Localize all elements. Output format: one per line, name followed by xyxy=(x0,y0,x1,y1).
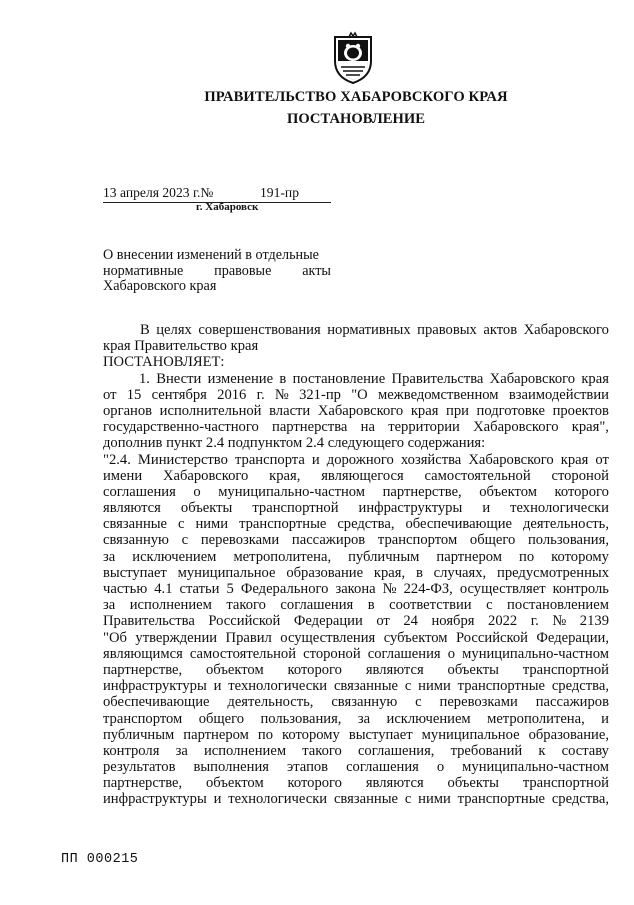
decree-body xyxy=(103,322,609,808)
body-line: связанные с ними транспортные средства, обеспечивающие деятельность, xyxy=(103,516,609,533)
body-line: ПОСТАНОВЛЯЕТ: xyxy=(103,354,225,371)
number-sign: № xyxy=(200,185,214,200)
body-line: партнерстве, объектом которого являются объекты транспортной xyxy=(103,775,609,792)
khabarovsk-coat-of-arms-icon xyxy=(331,31,375,85)
body-line: являющимся самостоятельной стороной соглашения о муниципально-частном xyxy=(103,645,609,662)
body-line: являются объекты транспортной инфраструктуры и технологически xyxy=(103,500,609,517)
body-line: государственно-частного партнерства на территории Хабаровского края", xyxy=(103,419,609,436)
body-line: В целях совершенствования нормативных правовых актов Хабаровского xyxy=(140,322,609,338)
decree-subject xyxy=(103,248,331,295)
body-line: инфраструктуры и технологически связанные с ними транспортные средства, xyxy=(103,678,609,695)
body-line: за исключением метрополитена, публичным партнером по которому xyxy=(103,548,609,565)
body-line: 1. Внести изменение в постановление Правительства Хабаровского края xyxy=(139,370,609,387)
decree-number: 191-пр xyxy=(260,185,299,200)
document-type-title: ПОСТАНОВЛЕНИЕ xyxy=(287,111,425,127)
body-line: партнерстве, объектом которого являются объекты транспортной xyxy=(103,661,609,678)
subject-line: нормативные правовые акты xyxy=(103,262,331,279)
body-line: транспортом общего пользования, за исключением метрополитена, и xyxy=(103,710,609,727)
body-line: соглашения о муниципально-частном партнерстве, объектом которого xyxy=(103,483,609,500)
date-number-line xyxy=(103,185,299,201)
body-line: "Об утверждении Правил осуществления субъектом Российской Федерации, xyxy=(103,629,609,646)
body-line: результатов выполнения этапов соглашения о муниципально-частном xyxy=(103,759,609,776)
body-line: выступает муниципальное образование края, в случаях, предусмотренных xyxy=(103,564,609,581)
decree-date: 13 апреля 2023 г. xyxy=(103,185,201,200)
subject-line: Хабаровского края xyxy=(103,278,217,295)
body-line: края Правительство края xyxy=(103,338,259,355)
body-line: органов исполнительной власти Хабаровского края при подготовке проектов xyxy=(103,402,609,419)
government-title: ПРАВИТЕЛЬСТВО ХАБАРОВСКОГО КРАЯ xyxy=(204,89,508,105)
body-line: от 15 сентября 2016 г. № 321-пр "О межведомственном взаимодействии xyxy=(103,386,609,403)
body-line: публичным партнером по которому выступает муниципальное образование, xyxy=(103,726,609,743)
body-line: имени Хабаровского края, являющегося самостоятельной стороной xyxy=(103,467,609,484)
city-label: г. Хабаровск xyxy=(196,201,259,213)
body-line: дополнив пункт 2.4 подпунктом 2.4 следующего содержания: xyxy=(103,435,486,452)
body-line: "2.4. Министерство транспорта и дорожного хозяйства Хабаровского края от xyxy=(103,451,609,468)
body-line: частью 4.1 статьи 5 Федерального закона № 224-ФЗ, осуществляет контроль xyxy=(103,581,609,597)
form-code: ПП 000215 xyxy=(61,852,139,867)
body-line: обеспечивающие деятельность, связанную с перевозками пассажиров xyxy=(103,694,609,711)
subject-line: О внесении изменений в отдельные xyxy=(103,247,319,263)
body-line: связанную с перевозками пассажиров транспортом общего пользования, xyxy=(103,532,609,549)
body-line: инфраструктуры и технологически связанные с ними транспортные средства, xyxy=(103,791,609,808)
body-line: контроля за исполнением такого соглашения, требований к составу xyxy=(103,742,609,759)
body-line: Правительства Российской Федерации от 24 ноября 2022 г. № 2139 xyxy=(103,613,609,630)
body-line: за исполнением такого соглашения в соответствии с постановлением xyxy=(103,597,609,614)
